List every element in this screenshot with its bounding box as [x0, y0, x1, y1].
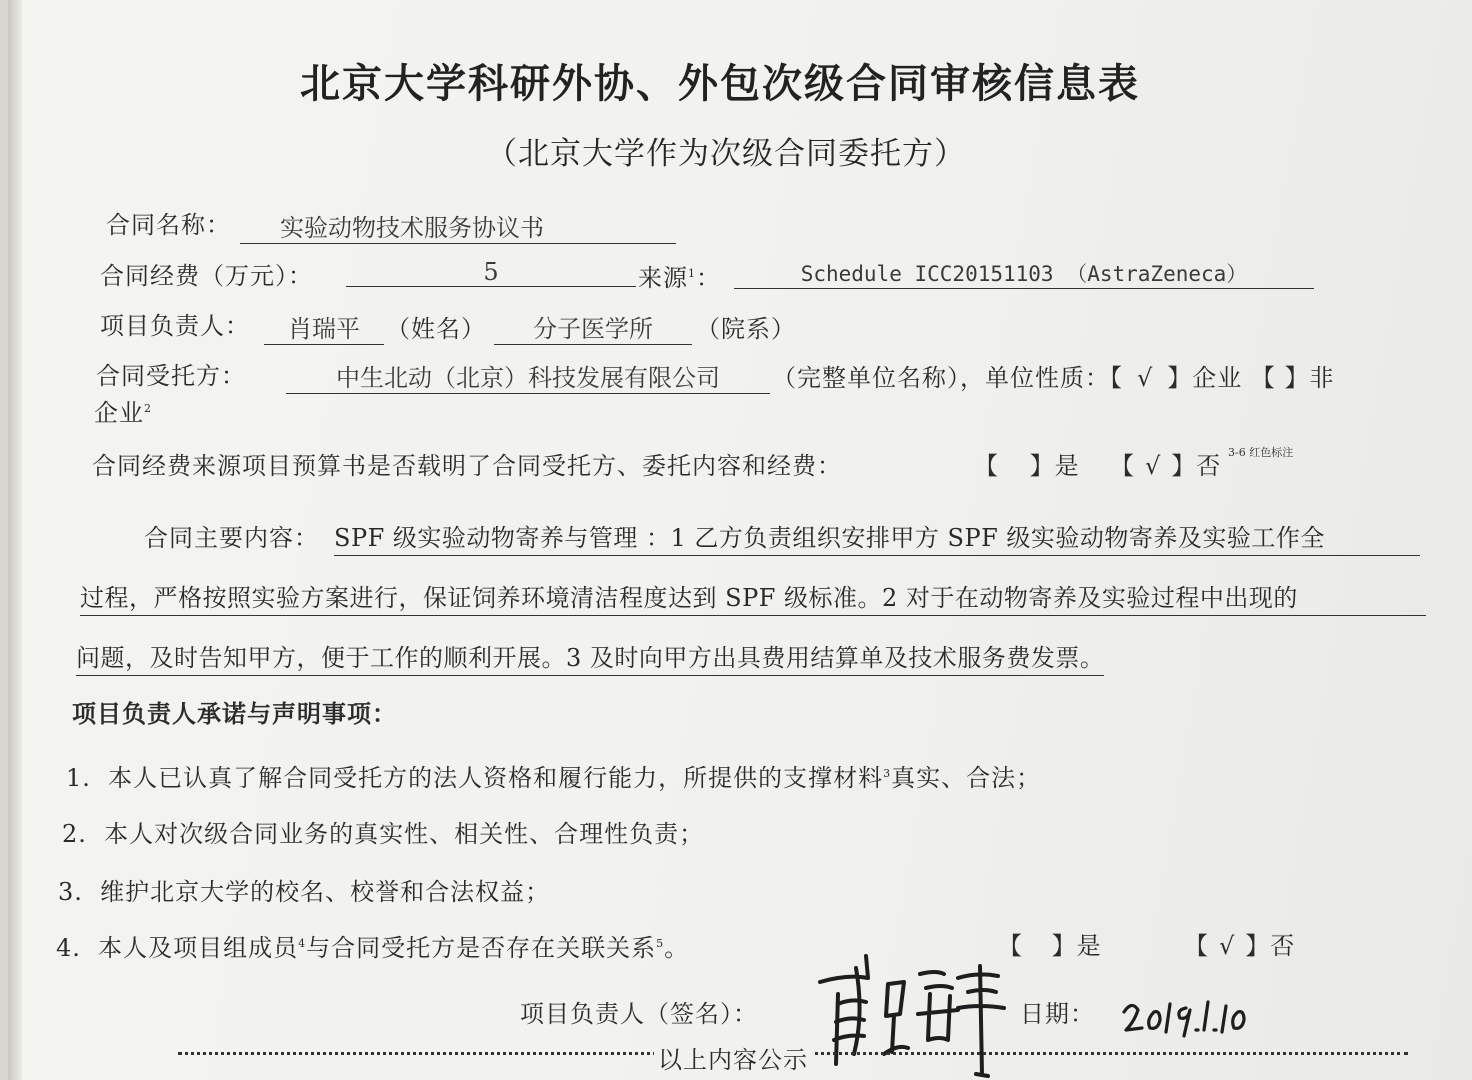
contractor-type-question: （完整单位名称），单位性质：【 √ 】企业 【 】非 — [772, 364, 1335, 392]
main-content-label: 合同主要内容： — [144, 524, 319, 552]
project-leader-label: 项目负责人： — [100, 312, 250, 340]
contract-funds-label: 合同经费（万元）： — [100, 262, 313, 290]
project-leader-dept: 分子医学所 — [494, 309, 692, 345]
main-content-line-3: 问题，及时告知甲方，便于工作的顺利开展。3 及时向甲方出具费用结算单及技术服务费发票。 — [76, 638, 1104, 676]
pledge4-no-check: √ — [1219, 932, 1236, 960]
pledge-item-2: 2. 本人对次级合同业务的真实性、相关性、合理性负责； — [62, 820, 705, 848]
date-label: 日期： — [1020, 1000, 1095, 1028]
budget-yes-option: 【 】是 — [974, 452, 1080, 480]
pledge-item-3: 3. 维护北京大学的校名、校誉和合法权益； — [58, 878, 551, 906]
budget-question: 合同经费来源项目预算书是否载明了合同受托方、委托内容和经费： — [92, 452, 842, 480]
funds-source-label: 来源$^1$： — [638, 264, 721, 292]
form-title: 北京大学科研外协、外包次级合同审核信息表 — [300, 60, 1140, 107]
signature-label: 项目负责人（签名）： — [520, 1000, 758, 1028]
contractor-label: 合同受托方： — [96, 362, 246, 390]
form-subtitle: （北京大学作为次级合同委托方） — [486, 136, 966, 172]
budget-no-option: 【 √ 】否 — [1110, 452, 1222, 480]
handwritten-signature — [808, 944, 1018, 1080]
dept-suffix: （院系） — [696, 315, 796, 343]
main-content-line-1: SPF 级实验动物寄养与管理 ：1 乙方负责组织安排甲方 SPF 级实验动物寄养及实验工作全 — [334, 518, 1420, 556]
main-content-line-2: 过程，严格按照实验方案进行，保证饲养环境清洁程度达到 SPF 级标准。2 对于在动物寄养及实验过程中出现的 — [80, 578, 1426, 616]
handwritten-date — [1118, 990, 1248, 1040]
funds-source-value: Schedule ICC20151103 （AstraZeneca） — [734, 258, 1314, 289]
pledge4-no-option: 【 √ 】否 — [1184, 932, 1296, 960]
contract-funds-value: 5 — [346, 258, 636, 287]
contract-name-label: 合同名称： — [106, 211, 231, 239]
pledge-item-4: 4. 本人及项目组成员$^4$与合同受托方是否存在关联关系$^5$。 — [56, 934, 690, 962]
project-leader-name: 肖瑞平 — [264, 309, 384, 345]
budget-no-check: √ — [1145, 452, 1162, 480]
paper-edge — [8, 0, 22, 1080]
contract-name-value: 实验动物技术服务协议书 — [240, 208, 676, 244]
name-suffix: （姓名） — [386, 315, 486, 343]
pledge-item-1: 1. 本人已认真了解合同受托方的法人资格和履行能力，所提供的支撑材料$^3$真实、合法； — [66, 764, 1042, 792]
budget-note: 3-6 红色标注 — [1228, 446, 1294, 459]
pledge-heading: 项目负责人承诺与声明事项： — [72, 699, 397, 728]
contractor-value: 中生北动（北京）科技发展有限公司 — [286, 358, 770, 394]
pledge4-yes-option: 【 】是 — [998, 932, 1102, 960]
document-page — [8, 0, 1472, 1080]
enterprise-check: √ — [1137, 364, 1154, 392]
footer-publicity-note: 以上内容公示 — [654, 1040, 812, 1075]
contractor-type-line2: 企业$^2$ — [94, 399, 152, 427]
